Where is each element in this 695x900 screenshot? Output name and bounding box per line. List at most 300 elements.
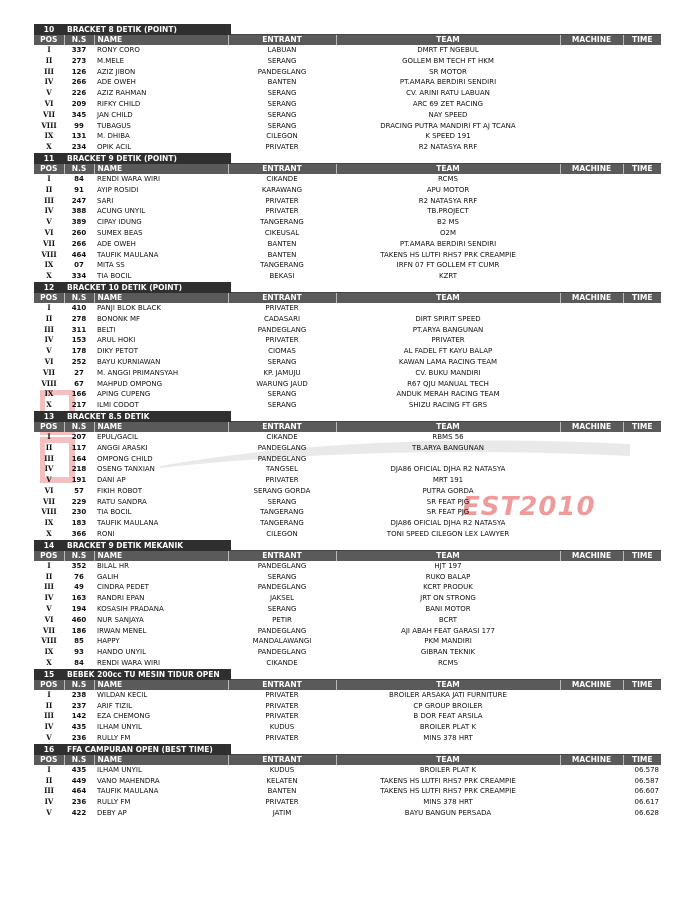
cell-ns: 166 [71, 390, 87, 399]
cell-entrant: PANDEGLANG [257, 325, 307, 334]
cell-team: O2M [439, 228, 456, 237]
cell-entrant: SERANG [267, 572, 297, 581]
cell-team: B DOR FEAT ARSILA [413, 712, 483, 721]
cell-ns: 237 [71, 701, 87, 710]
cell-time [623, 174, 661, 185]
race-class-section [34, 153, 661, 282]
cell-time [623, 658, 661, 669]
table-row [34, 260, 661, 271]
cell-entrant: BANTEN [267, 787, 297, 796]
cell-pos: I [47, 764, 51, 774]
cell-name: OPIK ACIL [97, 143, 132, 152]
cell-pos: II [45, 775, 53, 785]
cell-name: ADE OWEH [97, 78, 136, 87]
cell-machine [560, 701, 623, 712]
table-row [34, 486, 661, 497]
table-row [34, 582, 661, 593]
cell-name: SARI [97, 196, 114, 205]
results-table [34, 164, 661, 282]
cell-entrant: SERANG [267, 121, 297, 130]
cell-time [623, 121, 661, 132]
cell-machine [560, 99, 623, 110]
cell-name: ILHAM UNYIL [97, 723, 142, 732]
cell-team: SR FEAT PJG [426, 508, 470, 517]
table-row [34, 561, 661, 572]
cell-entrant: KUDUS [269, 723, 295, 732]
cell-machine [560, 615, 623, 626]
cell-pos: IV [44, 464, 54, 474]
cell-ns: 84 [74, 659, 84, 668]
table-row [34, 722, 661, 733]
results-table [34, 551, 661, 669]
table-header-row [34, 551, 661, 561]
cell-entrant: PRIVATER [265, 701, 299, 710]
cell-team: SR MOTOR [429, 67, 467, 76]
cell-entrant: CIKEUSAL [264, 228, 300, 237]
cell-machine [560, 271, 623, 282]
cell-time [623, 368, 661, 379]
cell-pos: V [46, 733, 52, 743]
cell-name: RONI [97, 530, 115, 539]
cell-pos: VIII [41, 507, 57, 517]
cell-ns: 163 [71, 594, 87, 603]
cell-name: MITA SS [97, 261, 125, 270]
cell-name: AYIP ROSIDI [97, 185, 139, 194]
cell-pos: III [44, 582, 54, 592]
cell-ns: 230 [71, 508, 87, 517]
cell-name: NUR SANJAYA [97, 615, 144, 624]
cell-time [623, 475, 661, 486]
cell-ns: 126 [71, 67, 87, 76]
cell-name: TIA BOCIL [97, 508, 132, 517]
cell-ns: 194 [71, 605, 87, 614]
header-team: TEAM [336, 293, 560, 303]
cell-machine [560, 464, 623, 475]
cell-team: DMRT FT NGEBUL [417, 46, 479, 54]
table-row [34, 443, 661, 454]
cell-entrant: PRIVATER [265, 798, 299, 807]
cell-ns: 236 [71, 798, 87, 807]
header-ns: N.S [64, 293, 94, 303]
table-row [34, 733, 661, 744]
cell-pos: V [46, 808, 52, 818]
cell-ns: 435 [71, 765, 87, 774]
cell-pos: V [46, 475, 52, 485]
cell-time [623, 518, 661, 529]
header-time: TIME [623, 293, 661, 303]
cell-machine [560, 45, 623, 56]
cell-team: PKM MANDIRI [424, 637, 472, 646]
cell-entrant: TANGERANG [260, 261, 304, 270]
cell-name: VANO MAHENDRA [97, 776, 160, 785]
cell-ns: 238 [71, 690, 87, 699]
section-number: 14 [34, 540, 64, 551]
cell-name: RANDRI EPAN [97, 594, 145, 603]
table-row [34, 45, 661, 56]
cell-time [623, 604, 661, 615]
cell-machine [560, 765, 623, 776]
table-row [34, 357, 661, 368]
cell-ns: 260 [71, 228, 87, 237]
cell-time [623, 131, 661, 142]
header-name: NAME [94, 680, 228, 690]
cell-team: HJT 197 [434, 561, 462, 570]
cell-machine [560, 776, 623, 787]
header-pos: POS [34, 422, 64, 432]
table-header-row [34, 293, 661, 303]
table-row [34, 379, 661, 390]
cell-pos: V [46, 604, 52, 614]
cell-ns: 183 [71, 519, 87, 528]
section-title: BRACKET 8 DETIK (POINT) [64, 24, 231, 35]
table-row [34, 690, 661, 701]
header-entrant: ENTRANT [228, 164, 336, 174]
cell-time [623, 722, 661, 733]
cell-entrant: KUDUS [269, 765, 295, 774]
cell-name: AZIZ JIBON [97, 67, 136, 76]
cell-time: 06.628 [634, 809, 659, 818]
cell-time [623, 497, 661, 508]
table-header-row [34, 755, 661, 765]
cell-ns: 191 [71, 476, 87, 485]
table-row [34, 529, 661, 540]
header-ns: N.S [64, 422, 94, 432]
table-row [34, 711, 661, 722]
cell-entrant: SERANG [267, 89, 297, 98]
cell-ns: 464 [71, 250, 87, 259]
cell-team: R67 QJU MANUAL TECH [407, 379, 489, 388]
header-machine: MACHINE [560, 680, 623, 690]
cell-machine [560, 67, 623, 78]
cell-machine [560, 206, 623, 217]
cell-pos: IV [44, 335, 54, 345]
cell-time [623, 346, 661, 357]
race-class-section [34, 540, 661, 669]
cell-machine [560, 389, 623, 400]
table-row [34, 77, 661, 88]
cell-name: CIPAY IDUNG [97, 218, 142, 227]
section-title: BEBEK 200cc TU MESIN TIDUR OPEN [64, 669, 231, 680]
section-number: 13 [34, 411, 64, 422]
cell-pos: VI [44, 614, 54, 624]
cell-name: RENDI WARA WIRI [97, 174, 161, 183]
cell-entrant: SERANG [267, 497, 297, 506]
cell-pos: X [46, 142, 52, 152]
header-machine: MACHINE [560, 293, 623, 303]
header-machine: MACHINE [560, 164, 623, 174]
cell-ns: 164 [71, 454, 87, 463]
cell-machine [560, 432, 623, 443]
cell-name: ARIF TIZIL [97, 701, 133, 710]
cell-entrant: TANGERANG [260, 519, 304, 528]
cell-entrant: PRIVATER [265, 207, 299, 216]
table-header-row [34, 422, 661, 432]
cell-pos: IX [44, 131, 54, 141]
cell-pos: IV [44, 206, 54, 216]
cell-machine [560, 647, 623, 658]
cell-pos: I [47, 431, 51, 441]
header-pos: POS [34, 551, 64, 561]
cell-ns: 76 [74, 572, 84, 581]
cell-name: TUBAGUS [97, 121, 131, 130]
cell-team: MINS 378 HRT [423, 798, 473, 807]
cell-pos: VII [43, 625, 55, 635]
table-row [34, 217, 661, 228]
cell-entrant: PANDEGLANG [257, 67, 307, 76]
cell-time [623, 196, 661, 207]
cell-team: BAYU BANGUN PERSADA [404, 809, 492, 818]
cell-ns: 460 [71, 615, 87, 624]
cell-name: MAHPUD OMPONG [97, 379, 162, 388]
cell-entrant: BANTEN [267, 78, 297, 87]
header-time: TIME [623, 755, 661, 765]
cell-ns: 131 [71, 132, 87, 141]
cell-ns: 273 [71, 56, 87, 65]
cell-entrant: KARAWANG [261, 185, 303, 194]
cell-name: ARUL HOKI [97, 336, 136, 345]
section-title-bar [34, 540, 661, 551]
cell-entrant: PANDEGLANG [257, 626, 307, 635]
table-row [34, 131, 661, 142]
cell-time [623, 185, 661, 196]
cell-ns: 85 [74, 637, 84, 646]
cell-name: RULLY FM [97, 734, 131, 743]
table-row [34, 464, 661, 475]
table-row [34, 604, 661, 615]
header-ns: N.S [64, 755, 94, 765]
cell-ns: 93 [74, 648, 84, 657]
cell-ns: 449 [71, 776, 87, 785]
cell-machine [560, 711, 623, 722]
cell-ns: 07 [74, 261, 84, 270]
cell-team [336, 303, 560, 314]
header-name: NAME [94, 755, 228, 765]
cell-team: K SPEED 191 [425, 132, 471, 141]
cell-team: AJI ABAH FEAT GARASI 177 [401, 626, 495, 635]
cell-time [623, 99, 661, 110]
cell-team: GOLLEM BM TECH FT HKM [402, 56, 494, 65]
cell-team: RCMS [438, 659, 458, 668]
table-row [34, 206, 661, 217]
cell-pos: III [44, 453, 54, 463]
cell-entrant: PANDEGLANG [257, 561, 307, 570]
table-row [34, 250, 661, 261]
cell-time [623, 432, 661, 443]
section-title-bar [34, 24, 661, 35]
cell-entrant: PRIVATER [265, 734, 299, 743]
table-row [34, 507, 661, 518]
header-name: NAME [94, 164, 228, 174]
cell-entrant: CIOMAS [268, 347, 296, 356]
cell-ns: 352 [71, 561, 87, 570]
cell-name: M.MELE [97, 56, 125, 65]
cell-team: GIBRAN TEKNIK [420, 648, 476, 657]
header-time: TIME [623, 35, 661, 45]
section-number: 12 [34, 282, 64, 293]
table-row [34, 786, 661, 797]
cell-ns: 252 [71, 357, 87, 366]
cell-time [623, 67, 661, 78]
table-row [34, 174, 661, 185]
cell-team: RUKO BALAP [425, 572, 471, 581]
cell-time [623, 443, 661, 454]
cell-team [336, 454, 560, 465]
cell-team: DJA86 OFICIAL DJHA R2 NATASYA [390, 519, 506, 528]
cell-ns: 67 [74, 379, 84, 388]
cell-ns: 464 [71, 787, 87, 796]
cell-pos: III [44, 66, 54, 76]
cell-pos: II [45, 55, 53, 65]
cell-entrant: TANGERANG [260, 508, 304, 517]
cell-ns: 311 [71, 325, 87, 334]
section-title: BRACKET 10 DETIK (POINT) [64, 282, 231, 293]
section-title: BRACKET 9 DETIK (POINT) [64, 153, 231, 164]
cell-name: JAN CHILD [97, 110, 133, 119]
cell-entrant: MANDALAWANGI [252, 637, 312, 646]
cell-entrant: BEKASI [269, 272, 295, 281]
header-entrant: ENTRANT [228, 35, 336, 45]
cell-machine [560, 346, 623, 357]
cell-entrant: PANDEGLANG [257, 443, 307, 452]
cell-ns: 366 [71, 530, 87, 539]
header-name: NAME [94, 293, 228, 303]
cell-time: 06.578 [634, 765, 659, 774]
cell-pos: IX [44, 389, 54, 399]
cell-name: BAYU KURNIAWAN [97, 357, 161, 366]
table-header-row [34, 35, 661, 45]
header-pos: POS [34, 755, 64, 765]
cell-entrant: KP. JAMUJU [263, 368, 301, 377]
cell-entrant: SERANG [267, 357, 297, 366]
table-row [34, 647, 661, 658]
cell-time [623, 45, 661, 56]
table-row [34, 765, 661, 776]
table-row [34, 67, 661, 78]
cell-time [623, 454, 661, 465]
table-row [34, 346, 661, 357]
cell-ns: 217 [71, 401, 87, 410]
cell-time [623, 239, 661, 250]
cell-pos: I [47, 302, 51, 312]
cell-machine [560, 121, 623, 132]
cell-time [623, 400, 661, 411]
cell-machine [560, 604, 623, 615]
cell-team: APU MOTOR [426, 185, 470, 194]
cell-ns: 99 [74, 121, 84, 130]
cell-time [623, 701, 661, 712]
table-row [34, 142, 661, 153]
cell-machine [560, 88, 623, 99]
cell-name: OSENG TANXIAN [97, 465, 155, 474]
cell-machine [560, 110, 623, 121]
cell-team: PT.AMARA BERDIRI SENDIRI [399, 78, 497, 87]
cell-time [623, 711, 661, 722]
cell-entrant: PRIVATER [265, 196, 299, 205]
results-table [34, 680, 661, 744]
table-row [34, 88, 661, 99]
cell-time [623, 389, 661, 400]
table-row [34, 303, 661, 314]
cell-machine [560, 561, 623, 572]
header-pos: POS [34, 680, 64, 690]
cell-ns: 153 [71, 336, 87, 345]
header-entrant: ENTRANT [228, 422, 336, 432]
cell-entrant: CIKANDE [266, 174, 298, 183]
cell-team: TAKENS HS LUTFI RHS7 PRK CREAMPIE [380, 250, 516, 259]
cell-time [623, 572, 661, 583]
cell-machine [560, 357, 623, 368]
cell-pos: IX [44, 518, 54, 528]
results-table [34, 35, 661, 153]
cell-team: B2 MS [437, 218, 459, 227]
table-row [34, 658, 661, 669]
table-row [34, 636, 661, 647]
cell-time [623, 507, 661, 518]
cell-name: OMPONG CHILD [97, 454, 153, 463]
cell-pos: X [46, 529, 52, 539]
cell-pos: I [47, 560, 51, 570]
cell-name: DEBY AP [97, 809, 127, 818]
cell-time [623, 325, 661, 336]
table-row [34, 368, 661, 379]
header-team: TEAM [336, 164, 560, 174]
header-team: TEAM [336, 422, 560, 432]
cell-name: M. DHIBA [97, 132, 130, 141]
cell-ns: 410 [71, 303, 87, 312]
cell-pos: III [44, 195, 54, 205]
cell-pos: VIII [41, 120, 57, 130]
cell-name: ACUNG UNYIL [97, 207, 146, 216]
cell-pos: III [44, 711, 54, 721]
cell-name: HANDO UNYIL [97, 648, 147, 657]
cell-machine [560, 572, 623, 583]
header-team: TEAM [336, 755, 560, 765]
cell-ns: 84 [74, 174, 84, 183]
cell-entrant: PRIVATER [265, 712, 299, 721]
results-table [34, 755, 661, 819]
cell-pos: VII [43, 238, 55, 248]
cell-team: TONI SPEED CILEGON LEX LAWYER [386, 530, 510, 539]
cell-name: TIA BOCIL [97, 272, 132, 281]
cell-ns: 234 [71, 143, 87, 152]
cell-pos: VII [43, 496, 55, 506]
cell-pos: III [44, 786, 54, 796]
header-team: TEAM [336, 551, 560, 561]
cell-ns: 91 [74, 185, 84, 194]
cell-entrant: SERANG [267, 605, 297, 614]
cell-ns: 57 [74, 486, 84, 495]
cell-ns: 186 [71, 626, 87, 635]
cell-name: SUMEX BEAS [97, 228, 143, 237]
cell-pos: II [45, 571, 53, 581]
cell-pos: IV [44, 593, 54, 603]
cell-pos: IX [44, 260, 54, 270]
cell-team: CV. ARINI RATU LABUAN [406, 89, 490, 98]
cell-team: MINS 378 HRT [423, 734, 473, 743]
table-row [34, 271, 661, 282]
cell-entrant: CIKANDE [266, 659, 298, 668]
table-row [34, 400, 661, 411]
cell-ns: 178 [71, 347, 87, 356]
header-entrant: ENTRANT [228, 755, 336, 765]
cell-time [623, 314, 661, 325]
cell-name: M. ANGGI PRIMANSYAH [97, 368, 179, 377]
cell-name: RULLY FM [97, 798, 131, 807]
cell-pos: VI [44, 356, 54, 366]
cell-team: TAKENS HS LUTFI RHS7 PRK CREAMPIE [380, 787, 516, 796]
table-row [34, 797, 661, 808]
cell-team: CP GROUP BROILER [413, 701, 483, 710]
